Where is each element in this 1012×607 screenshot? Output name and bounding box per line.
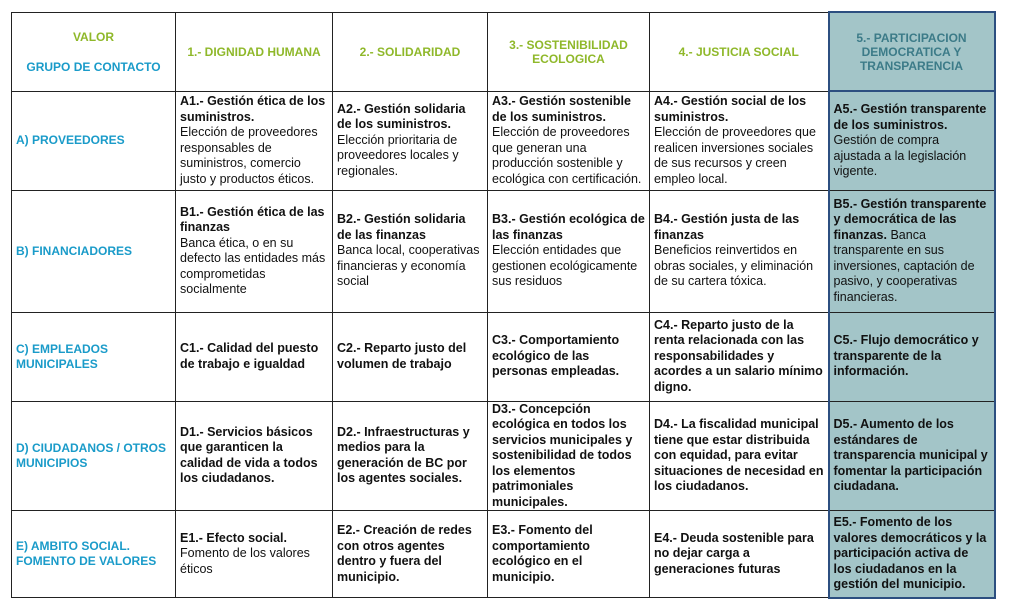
cell-title: A1.- Gestión ética de los suministros. (180, 94, 326, 124)
table-cell-e1 (176, 511, 333, 598)
table-cell-c2 (333, 312, 488, 401)
table-cell-a1 (176, 91, 333, 190)
column-header-dignidad: 1.- DIGNIDAD HUMANA (176, 12, 333, 91)
cell-title: E1.- Efecto social. (180, 530, 287, 545)
table-cell-c1 (176, 312, 333, 401)
table-cell-b2 (333, 190, 488, 312)
table-cell-a2 (333, 91, 488, 190)
cell-desc: Banca transparente en sus inversiones, captación de pasivo, y cooperativas financieras. (833, 227, 975, 304)
cell-title: B2.- Gestión solidaria de las finanzas (337, 212, 466, 242)
table-cell-e2 (333, 511, 488, 598)
corner-header (12, 12, 176, 91)
cell-desc: Beneficios reinvertidos en obras sociales, y eliminación de su cartera tóxica. (654, 243, 814, 289)
cell-title: A4.- Gestión social de los suministros. (654, 94, 807, 124)
row-header-ambito-social: E) AMBITO SOCIAL. FOMENTO DE VALORES (12, 511, 176, 598)
cell-title: C1.- Calidad del puesto de trabajo e igualdad (180, 341, 319, 371)
cell-title: D5.- Aumento de los estándares de transparencia municipal y fomentar la participación ciudadana. (833, 417, 988, 493)
table-cell-a3 (488, 91, 650, 190)
cell-title: C5.- Flujo democrático y transparente de la información. (833, 333, 979, 379)
table-cell-a5 (829, 91, 995, 190)
cell-desc: Banca ética, o en su defecto las entidades más comprometidas socialmente (180, 235, 326, 296)
cell-title: D3.- Concepción ecológica en todos los servicios municipales y sostenibilidad de todos los elementos patrimoniales municipales. (492, 401, 633, 509)
table-cell-c4 (650, 312, 829, 401)
cell-title: E3.- Fomento del comportamiento ecológico en el municipio. (492, 523, 593, 584)
table-cell-e4 (650, 511, 829, 598)
cell-title: A5.- Gestión transparente de los suministros. (833, 102, 987, 132)
table-cell-e3 (488, 511, 650, 598)
cell-title: E5.- Fomento de los valores democráticos y la participación activa de los ciudadanos en la gestión del municipio. (833, 515, 987, 591)
table-cell-d2 (333, 401, 488, 511)
column-header-sostenibilidad: 3.- SOSTENIBILIDAD ECOLOGICA (488, 12, 650, 91)
cell-title: B1.- Gestión ética de las finanzas (180, 204, 325, 234)
value-label: VALOR (72, 29, 115, 44)
cell-title: A2.- Gestión solidaria de los suministros. (337, 101, 466, 132)
cell-title: A3.- Gestión sostenible de los suministros. (492, 94, 631, 124)
cell-title: D4.- La fiscalidad municipal tiene que estar distribuida con equidad, para evitar situaciones de necesidad en los ciudadanos. (654, 417, 824, 493)
header-row (12, 12, 995, 91)
table-cell-b3 (488, 190, 650, 312)
table-row (12, 401, 995, 511)
cell-title: B4.- Gestión justa de las finanzas (654, 212, 800, 242)
cell-desc: Elección prioritaria de proveedores locales y regionales. (337, 132, 459, 178)
table-cell-e5 (829, 511, 995, 598)
row-header-empleados: C) EMPLEADOS MUNICIPALES (12, 312, 176, 401)
cell-title: E2.- Creación de redes con otros agentes dentro y fuera del municipio. (337, 523, 472, 584)
table-cell-d1 (176, 401, 333, 511)
cell-desc: Elección de proveedores responsables de suministros, comercio justo y productos éticos. (180, 125, 318, 186)
cell-title: D1.- Servicios básicos que garanticen la calidad de vida a todos los ciudadanos. (180, 424, 318, 486)
table-cell-b1 (176, 190, 333, 312)
column-header-participacion: 5.- PARTICIPACION DEMOCRATICA Y TRANSPARENCIA (829, 12, 995, 91)
table-cell-d3 (488, 401, 650, 511)
table-row (12, 312, 995, 401)
table-row (12, 91, 995, 190)
row-header-proveedores: A) PROVEEDORES (12, 91, 176, 190)
cell-desc: Elección de proveedores que realicen inversiones sociales de sus recursos y creen empleo local. (654, 125, 816, 186)
cell-desc: Elección entidades que gestionen ecológicamente sus residuos (492, 243, 638, 289)
table-cell-c3 (488, 312, 650, 401)
table-cell-a4 (650, 91, 829, 190)
table-cell-d5 (829, 401, 995, 511)
common-good-matrix-table (11, 11, 996, 599)
cell-title: B5.- Gestión transparente y democrática de las finanzas. (833, 196, 987, 242)
table-cell-c5 (829, 312, 995, 401)
cell-title: C3.- Comportamiento ecológico de las personas empleadas. (492, 333, 620, 379)
row-header-ciudadanos: D) CIUDADANOS / OTROS MUNICIPIOS (12, 401, 176, 511)
table-cell-b5 (829, 190, 995, 312)
contact-group-label: GRUPO DE CONTACTO (26, 59, 161, 74)
cell-title: E4.- Deuda sostenible para no dejar carga a generaciones futuras (654, 530, 814, 576)
cell-title: C4.- Reparto justo de la renta relacionada con las responsabilidades y acordes a un salario mínimo digno. (654, 317, 823, 394)
cell-desc: Elección de proveedores que generan una producción sostenible y ecológica con certificación. (492, 125, 642, 186)
table-cell-d4 (650, 401, 829, 511)
row-header-financiadores: B) FINANCIADORES (12, 190, 176, 312)
cell-title: C2.- Reparto justo del volumen de trabajo (337, 341, 467, 371)
table-row (12, 511, 995, 598)
column-header-justicia: 4.- JUSTICIA SOCIAL (650, 12, 829, 91)
cell-desc: Gestión de compra ajustada a la legislación vigente. (833, 133, 967, 178)
cell-title: B3.- Gestión ecológica de las finanzas (492, 212, 645, 242)
table-row (12, 190, 995, 312)
cell-desc: Banca local, cooperativas financieras y economía social (337, 243, 480, 289)
table-cell-b4 (650, 190, 829, 312)
cell-title: D2.- Infraestructuras y medios para la generación de BC por los agentes sociales. (337, 424, 470, 486)
column-header-solidaridad: 2.- SOLIDARIDAD (333, 12, 488, 91)
cell-desc: Fomento de los valores éticos (180, 546, 310, 576)
